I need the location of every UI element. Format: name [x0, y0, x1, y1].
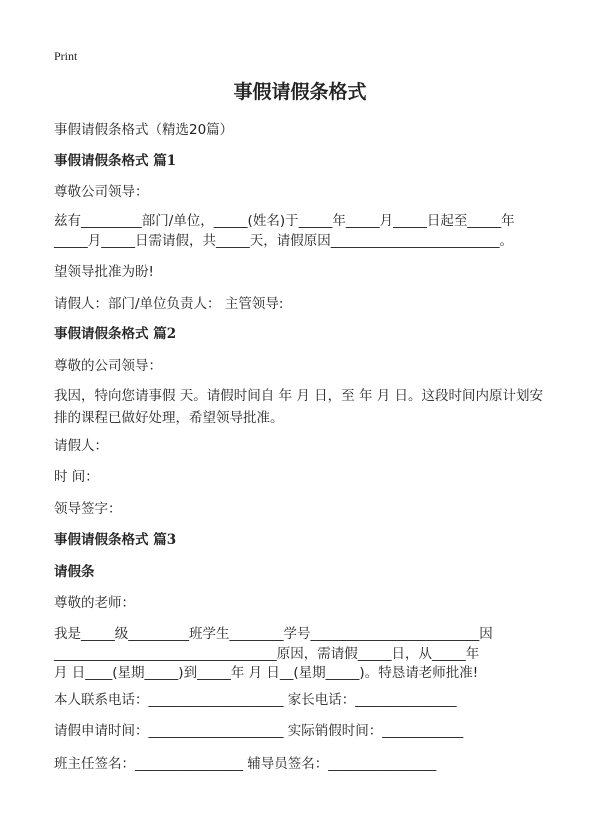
section-1-closing: 望领导批准为盼! [54, 264, 154, 280]
section-2-greeting: 尊敬的公司领导： [54, 358, 162, 374]
section-2-body: 我因，特向您请事假 天。请假时间自 年 月 日，至 年 月 日。这段时间内原计划安排的课程已做好处理，希望领导批准。 [54, 388, 544, 426]
section-3-greeting: 尊敬的老师： [54, 595, 135, 611]
section-3-body-line-3: 月 日____(星期_____)到_____年 月 日__(星期_____)。特恳请老师批准! [54, 665, 479, 681]
section-1-body-line-2: _____月_____日需请假，共_____天，请假原因_________________________。 [54, 233, 513, 249]
document-subtitle: 事假请假条格式（精选20篇） [54, 122, 234, 138]
section-3-time-line: 请假申请时间：____________________ 实际销假时间：____________ [54, 723, 464, 739]
section-2-heading: 事假请假条格式 篇2 [54, 326, 177, 342]
section-1-body-line-1: 兹有_________部门/单位，_____(姓名)于_____年_____月_____日起至_____年 [54, 213, 515, 229]
section-2-time: 时 间： [54, 469, 99, 485]
section-3-body-line-1: 我是_____级_________班学生________学号_________________________因 [54, 626, 493, 642]
section-1-greeting: 尊敬公司领导： [54, 184, 149, 200]
section-2-leader-sign: 领导签字： [54, 501, 122, 517]
section-1-heading: 事假请假条格式 篇1 [54, 153, 177, 169]
section-3-sign-line: 班主任签名：________________ 辅导员签名：________________ [54, 756, 437, 772]
section-2-applicant: 请假人： [54, 438, 108, 454]
section-1-signatures: 请假人：部门/单位负责人： 主管领导: [54, 296, 284, 312]
section-3-subheading: 请假条 [54, 564, 95, 580]
section-3-heading: 事假请假条格式 篇3 [54, 532, 177, 548]
document-title: 事假请假条格式 [233, 81, 367, 103]
section-3-body-line-2: _________________________________原因，需请假_____日，从_____年 [54, 646, 480, 662]
print-label: Print [54, 49, 78, 63]
section-3-contact-line: 本人联系电话：____________________ 家长电话：_______________ [54, 692, 457, 708]
